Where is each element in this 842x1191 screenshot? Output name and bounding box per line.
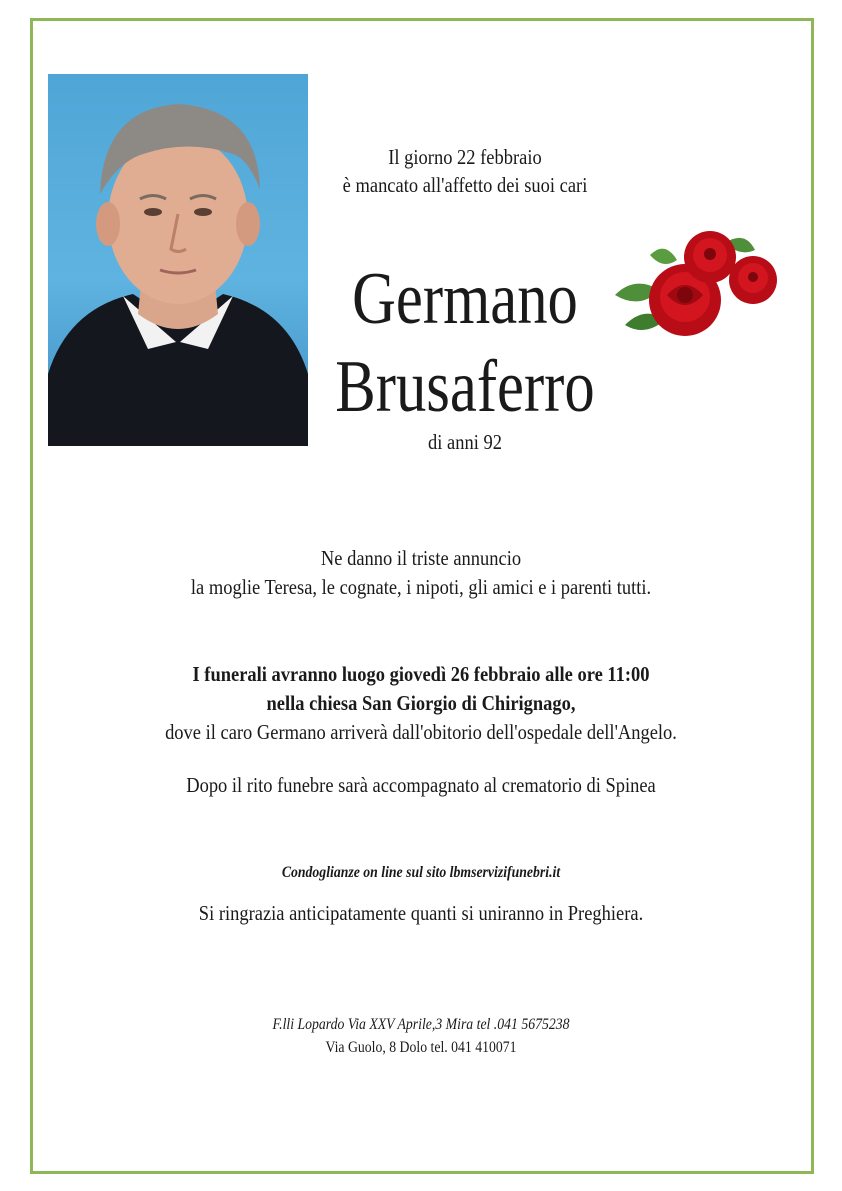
condolences-link: Condoglianze on line sul sito lbmservizifunebri.it: [281, 864, 561, 881]
agency-line-dolo: Via Guolo, 8 Dolo tel. 041 410071: [325, 1039, 517, 1056]
funeral-church: nella chiesa San Giorgio di Chirignago,: [266, 691, 576, 715]
intro-text: [329, 143, 602, 199]
funeral-arrival: dove il caro Germano arriverà dall'obitorio dell'ospedale dell'Angelo.: [165, 720, 677, 744]
red-roses-icon: [605, 225, 800, 345]
funeral-details: [103, 660, 738, 747]
intro-line-mourning: è mancato all'affetto dei suoi cari: [342, 173, 588, 197]
deceased-first-name: Germano: [352, 258, 578, 340]
funeral-agency: [111, 1013, 732, 1059]
deceased-last-name: Brusaferro: [335, 346, 595, 428]
after-service: Dopo il rito funebre sarà accompagnato al crematorio di Spinea: [186, 773, 656, 797]
deceased-age: di anni 92: [428, 430, 502, 454]
intro-line-date: Il giorno 22 febbraio: [388, 145, 542, 169]
announcement: [103, 544, 738, 602]
funeral-date: I funerali avranno luogo giovedì 26 febbraio alle ore 11:00: [192, 662, 650, 686]
thanks-text: Si ringrazia anticipatamente quanti si uniranno in Preghiera.: [198, 901, 644, 925]
announcement-family: la moglie Teresa, le cognate, i nipoti, gli amici e i parenti tutti.: [190, 575, 652, 599]
agency-line-mira: F.lli Lopardo Via XXV Aprile,3 Mira tel .041 5675238: [272, 1016, 570, 1033]
announcement-line: Ne danno il triste annuncio: [320, 546, 522, 570]
portrait-photo: [48, 74, 308, 446]
